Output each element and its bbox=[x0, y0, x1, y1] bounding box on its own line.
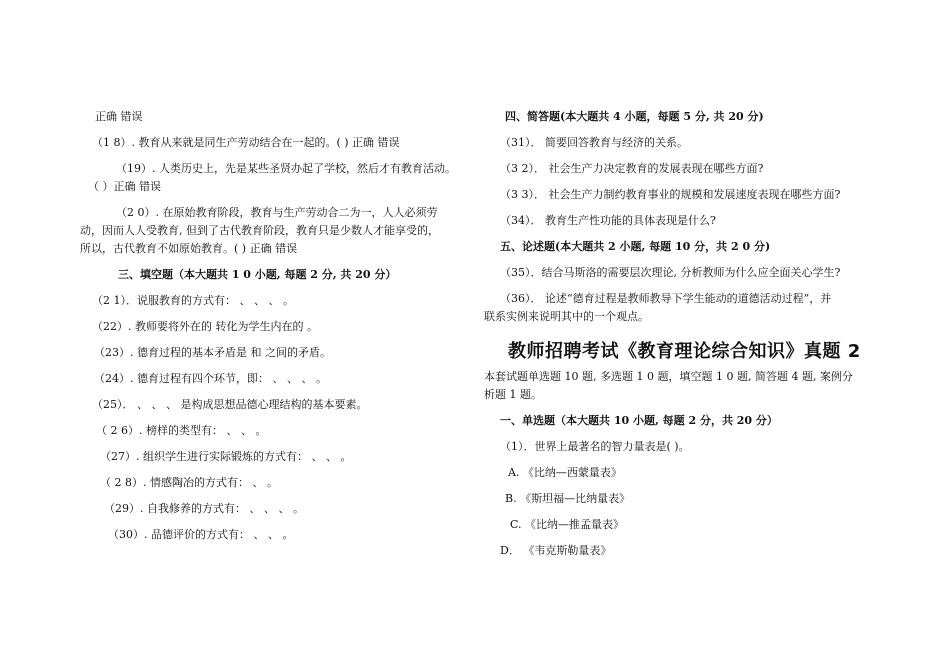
question-32: （3 2）． 社会生产力决定教育的发展表现在哪些方面? bbox=[500, 162, 764, 175]
question-25: （25）． 、 、 、 是构成思想品德心理结构的基本要素。 bbox=[92, 398, 368, 411]
option-b: B. 《斯坦福—比纳量表》 bbox=[505, 492, 631, 505]
question-28: （ 2 8）. 情感陶冶的方式有： 、 。 bbox=[100, 476, 278, 489]
section-3-heading: 三、填空题（本大题共 1 0 小题, 每题 2 分, 共 20 分） bbox=[118, 268, 397, 281]
section-4-heading: 四、简答题(本大题共 4 小题，每题 5 分, 共 20 分) bbox=[505, 110, 764, 123]
section-5-heading: 五、论述题(本大题共 2 小题, 每题 10 分，共 2 0 分) bbox=[500, 240, 771, 253]
question-30: （30）. 品德评价的方式有： 、 、 。 bbox=[108, 528, 294, 541]
question-23: （23）. 德育过程的基本矛盾是 和 之间的矛盾。 bbox=[94, 346, 331, 359]
question-19: （19）. 人类历史上，先是某些圣贤办起了学校，然后才有教育活动。 bbox=[116, 162, 456, 175]
question-24: （24）. 德育过程有四个环节，即： 、 、 、 。 bbox=[94, 372, 327, 385]
exam-intro-line2: 析题 1 题。 bbox=[484, 388, 542, 401]
option-d: D． 《韦克斯勒量表》 bbox=[500, 544, 612, 557]
question-21: （2 1）．说服教育的方式有： 、 、 、 。 bbox=[92, 294, 294, 307]
exam-title: 教师招聘考试《教育理论综合知识》真题 2 bbox=[508, 341, 861, 362]
question-26: （ 2 6）. 榜样的类型有： 、 、 。 bbox=[96, 424, 267, 437]
exam-intro-line1: 本套试题单选题 10 题, 多选题 1 0 题，填空题 1 0 题, 简答题 4 题, 案例分 bbox=[484, 370, 853, 383]
q17-options: 正确 错误 bbox=[95, 110, 143, 123]
question-19-options: （ ）正确 错误 bbox=[88, 180, 161, 193]
question-36-line1: （36）． 论述“德育过程是教师教导下学生能动的道德活动过程”，并 bbox=[500, 292, 832, 305]
section-1-heading: 一、单选题（本大题共 10 小题, 每题 2 分，共 20 分） bbox=[500, 414, 778, 427]
question-35: （35）．结合马斯洛的需要层次理论, 分析教师为什么应全面关心学生? bbox=[500, 266, 841, 279]
question-20-line3: 所以，古代教育不如原始教育。( ) 正确 错误 bbox=[80, 242, 298, 255]
option-a: A. 《比纳—西蒙量表》 bbox=[508, 466, 622, 479]
question-27: （27）. 组织学生进行实际锻炼的方式有： 、 、 。 bbox=[100, 450, 352, 463]
question-18: （1 8）. 教育从来就是同生产劳动结合在一起的。( ) 正确 错误 bbox=[92, 136, 400, 149]
question-29: （29）. 自我修养的方式有： 、 、 、 。 bbox=[104, 502, 304, 515]
question-20-line1: （2 0）. 在原始教育阶段，教育与生产劳动合二为一，人人必须劳 bbox=[116, 206, 438, 219]
question-20-line2: 动，因而人人受教育, 但到了古代教育阶段，教育只是少数人才能享受的， bbox=[80, 224, 439, 237]
question-31: （31）． 简要回答教育与经济的关系。 bbox=[500, 136, 688, 149]
question-34: （34）． 教育生产性功能的具体表现是什么? bbox=[500, 214, 716, 227]
question-1: （1）．世界上最著名的智力量表是( )。 bbox=[500, 440, 690, 453]
option-c: C. 《比纳—推孟量表》 bbox=[510, 518, 625, 531]
question-22: （22）. 教师要将外在的 转化为学生内在的 。 bbox=[92, 320, 318, 333]
question-33: （3 3）． 社会生产力制约教育事业的规模和发展速度表现在哪些方面? bbox=[500, 188, 841, 201]
question-36-line2: 联系实例来说明其中的一个观点。 bbox=[484, 310, 649, 323]
